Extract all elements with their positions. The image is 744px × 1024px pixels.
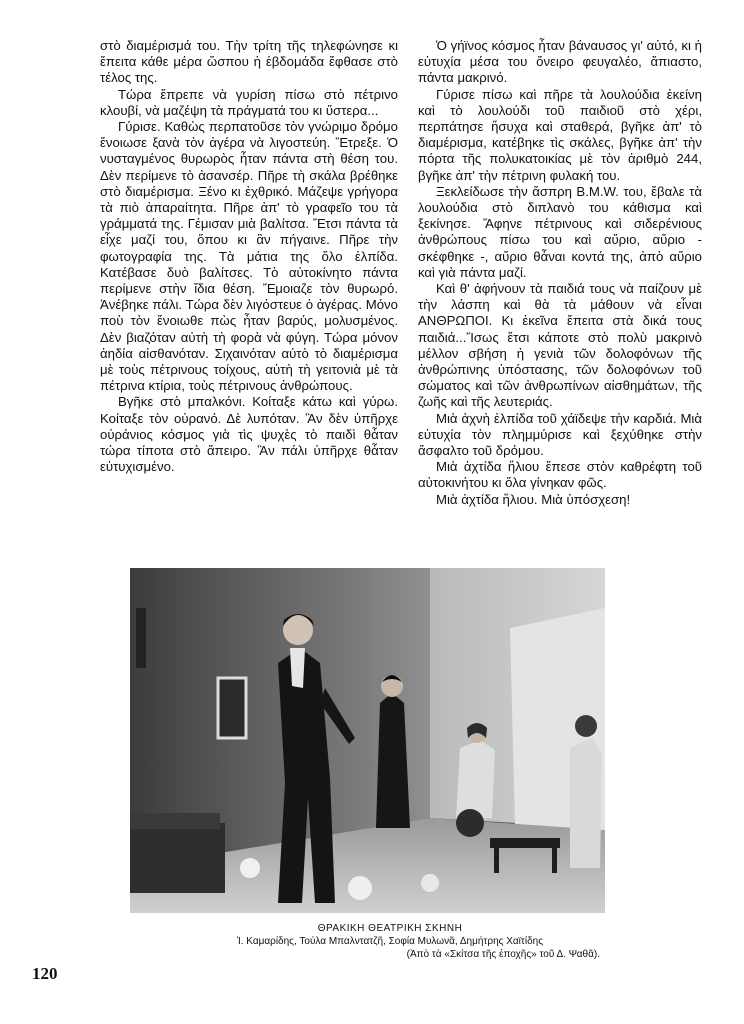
- stage-photograph: [130, 568, 605, 913]
- caption-credit: (Ἀπὸ τὰ «Σκίτσα τῆς ἐποχῆς» τοῦ Δ. Ψαθᾶ).: [406, 949, 600, 960]
- paragraph: Βγῆκε στὸ μπαλκόνι. Κοίταξε κάτω καὶ γύρω. Κοίταξε τὸν οὐρανό. Δὲ λυπόταν. Ἂν δὲν ὑπῆρχε οὐράνιος κόσμος γιὰ τὶς ψυχὲς τὸ παιδὶ θἆταν τώρα τίποτα στὸ ἄπειρο. Ἂν πάλι ὑπῆρχε θἆταν εὐτυχισμένο.: [100, 394, 398, 475]
- right-text-column: [418, 38, 702, 508]
- caption-title: ΘΡΑΚΙΚΗ ΘΕΑΤΡΙΚΗ ΣΚΗΝΗ: [317, 923, 463, 934]
- paragraph: Μιὰ ἀχνὴ ἐλπίδα τοῦ χάϊδεψε τὴν καρδιά. Μιὰ εὐτυχία τὸν πλημμύρισε καὶ ξεχύθηκε στὴν ἄσφαλτο τοῦ δρόμου.: [418, 410, 702, 459]
- paragraph: Μιὰ ἀχτίδα ἥλιου. Μιὰ ὑπόσχεση!: [436, 491, 631, 507]
- paragraph: στὸ διαμέρισμά του. Τὴν τρίτη τῆς τηλεφώνησε κι ἔπειτα κάθε μέρα ὥσπου ἡ ἑβδομάδα ἔφθασε στὸ τέλος της.: [100, 38, 398, 86]
- stage-photograph-image: [130, 568, 605, 913]
- caption-names: Ἰ. Καμαρίδης, Τούλα Μπαλντατζῆ, Σοφία Μυλωνᾶ, Δημήτρης Χαϊτίδης: [236, 936, 544, 947]
- left-text-column: [100, 38, 398, 475]
- paragraph: Μιὰ ἀχτίδα ἥλιου ἔπεσε στὸν καθρέφτη τοῦ αὐτοκινήτου κι ὅλα γίνηκαν φῶς.: [418, 459, 702, 491]
- paragraph: Καὶ θ' ἀφήνουν τὰ παιδιά τους νὰ παίζουν μὲ τὴν λάσπη καὶ θὰ τὰ μάθουν νὰ εἶναι ΑΝΘΡΩΠΟΙ. Κι ἐκεῖνα ἔπειτα στὰ δικά τους παιδιά...Ἴσως ἔτσι κάποτε στὸ πολὺ μακρινὸ μέλλον σβήση ἡ γενιὰ τῶν δολοφόνων τῆς ἀνθρώπινης ὑπόστασης, τῶν δολοφόνων τοῦ σώματος καὶ τῶν ἀνθρωπίνων αἰσθημάτων, τῆς ζωῆς καὶ τῆς λευτεριάς.: [418, 281, 702, 410]
- paragraph: Ὁ γήϊνος κόσμος ἦταν βάναυσος γι' αὐτό, κι ἡ εὐτυχία μέσα του ὄνειρο φευγαλέο, ἄπιαστο, πάντα μακρινό.: [418, 38, 702, 86]
- paragraph: Γύρισε. Καθὼς περπατοῦσε τὸν γνώριμο δρόμο ἔνοιωσε ξανὰ τὸν ἀγέρα νὰ λιγοστεύη. Ἔτρεξε. Ὁ νυσταγμένος θυρωρὸς ἦταν πάντα στὴ θέση του. Δὲν περίμενε τὸ ἀσανσέρ. Πῆρε τὴ σκάλα βρέθηκε στὸ διαμέρισμα. Ξένο κι ἐχθρικό. Μάζεψε γρήγορα τὰ πιὸ ἀπαραίτητα. Πῆρε ἀπ' τὸ γραφεῖο του τὰ γράμματά της. Γέμισαν μιὰ βαλίτσα. Ἔτσι πάντα τὰ εἶχε μαζί του, ὅπου κι ἂν πήγαινε. Πῆρε τὴν φωτογραφία της. Τὰ μάτια της ὅλο ἐλπίδα. Κατέβασε δυὸ βαλίτσες. Τὸ αὐτοκίνητο πάντα περίμενε στὴν ἴδια θέση. Ἔμοιαζε τὸν θυρωρό. Ἀνέβηκε πάλι. Τώρα δὲν λιγόστευε ὁ ἀγέρας. Μόνο ποὺ τὸν ἔνοιωθε πὼς ἦταν βαρύς, μολυσμένος. Δὲν βιαζόταν αὐτὴ τὴ φορὰ νὰ φύγη. Τώρα μόνον ἀηδία αἰσθανόταν. Σιχαινόταν αὐτὸ τὸ διαμέρισμα μὲ τοὺς πέτρινους τοίχους, αὐτὴ τὴ γειτονιὰ μὲ τὰ πέτρινα κτίρια, τοὺς πέτρινους ἀνθρώπους.: [100, 119, 398, 394]
- page-number: 120: [32, 964, 58, 983]
- paragraph: Γύρισε πίσω καὶ πῆρε τὰ λουλούδια ἐκείνη καὶ τὸ λουλούδι τοῦ παιδιοῦ στὸ χέρι, περπάτησε ἥσυχα καὶ σταθερά, βγῆκε ἀπ' τὸ διαμέρισμα, κατέβηκε τὶς σκάλες, βγῆκε ἀπ' τὴν πόρτα τῆς πολυκατοικίας μὲ τὸν ἀριθμὸ 244, βγῆκε ἀπ' τὴν πέτρινη φυλακή του.: [418, 86, 702, 183]
- photo-caption: [170, 922, 610, 948]
- paragraph: Τώρα ἔπρεπε νὰ γυρίση πίσω στὸ πέτρινο κλουβί, νὰ μαζέψη τὰ πράγματά του κι ὕστερα...: [100, 86, 398, 118]
- paragraph: Ξεκλείδωσε τὴν ἄσπρη B.M.W. του, ἔβαλε τὰ λουλούδια στὸ διπλανὸ του κάθισμα καὶ ξεκίνησε. Ἄφηνε πέτρινους καὶ σιδερένιους ἀνθρώπους πίσω του καὶ αὔριο, αὔριο - σκέφθηκε -, αὔριο θἆναι κοντά της, ἀπὸ αὔριο καὶ γιὰ πάντα μαζί.: [418, 183, 702, 280]
